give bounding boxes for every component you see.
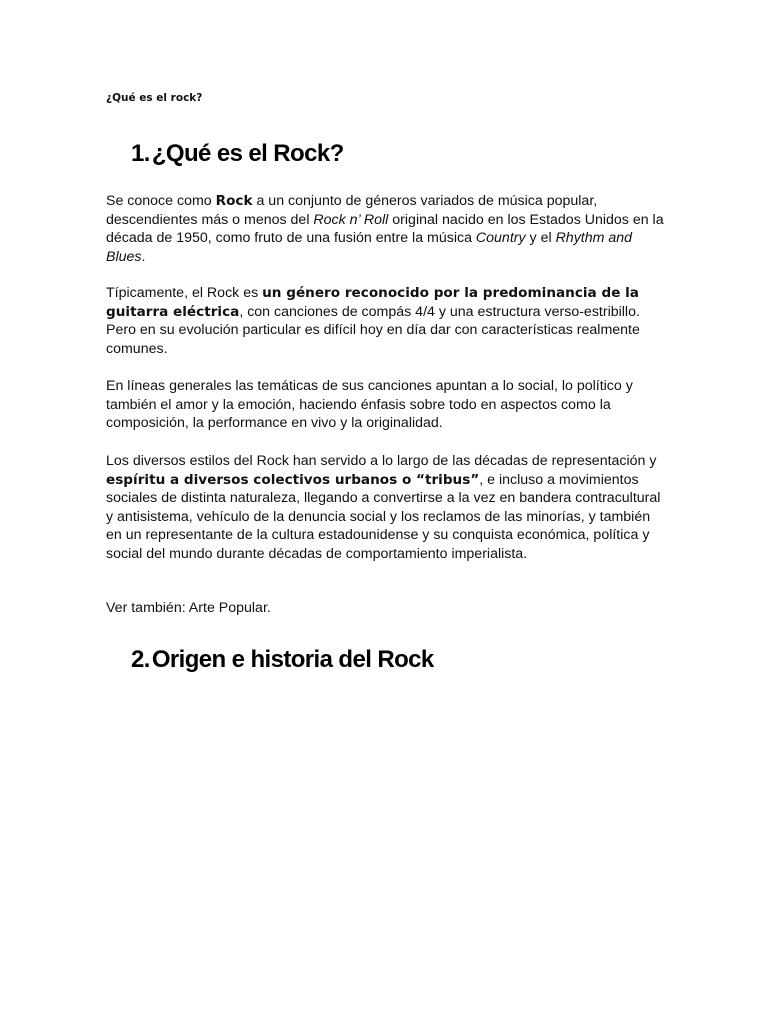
page-header-title: ¿Qué es el rock?	[106, 92, 203, 104]
paragraph-3	[106, 377, 666, 433]
italic-run: Rhythm and Blues	[106, 230, 633, 265]
text-run: , con canciones de compás 4/4 y una estructura verso-estribillo. Pero en su evolución particular es difícil hoy en día dar con características realmente comunes.	[106, 303, 640, 357]
section-title: Origen e historia del Rock	[151, 646, 434, 673]
text-run: En líneas generales las temáticas de sus canciones apuntan a lo social, lo político y también el amor y la emoción, haciendo énfasis sobre todo en aspectos como la composición, la performance en vivo y la originalidad.	[106, 378, 633, 432]
bold-run: Rock	[215, 193, 253, 209]
text-run: Se conoce como	[106, 193, 216, 209]
see-also-text: Ver también: Arte Popular.	[106, 600, 271, 616]
paragraph-1	[106, 192, 666, 266]
text-run: a un conjunto de géneros variados de música popular, descendientes más o menos del	[106, 193, 598, 228]
section-title: ¿Qué es el Rock?	[151, 140, 344, 167]
paragraph-4	[106, 452, 666, 564]
text-run: .	[141, 248, 146, 265]
paragraph-5	[106, 599, 666, 618]
italic-run: Country	[475, 230, 526, 247]
text-run: Típicamente, el Rock es	[106, 285, 263, 301]
section-number: 2.	[131, 646, 150, 673]
text-run: original nacido en los Estados Unidos en la década de 1950, como fruto de una fusión entre la música	[106, 211, 664, 247]
section-heading-1	[131, 140, 344, 168]
bold-run: un género reconocido por la predominancia de la guitarra eléctrica	[106, 285, 639, 320]
paragraph-2	[106, 284, 666, 358]
text-run: y el	[525, 230, 556, 247]
bold-run: espíritu a diversos colectivos urbanos o “tribus”	[106, 471, 480, 488]
text-run: Los diversos estilos del Rock han servido a lo largo de las décadas de representación y	[106, 453, 657, 469]
section-heading-2	[131, 646, 434, 674]
text-run: , e incluso a movimientos sociales de distinta naturaleza, llegando a convertirse a la vez en bandera contracultural y antisistema, vehículo de la denuncia social y los reclamos de las minorías, y también en un representante de la cultura estadounidense y su conquista económica, política y social del mundo durante décadas de comportamiento imperialista.	[106, 471, 661, 562]
italic-run: Rock n’ Roll	[313, 211, 389, 228]
section-number: 1.	[131, 140, 150, 167]
